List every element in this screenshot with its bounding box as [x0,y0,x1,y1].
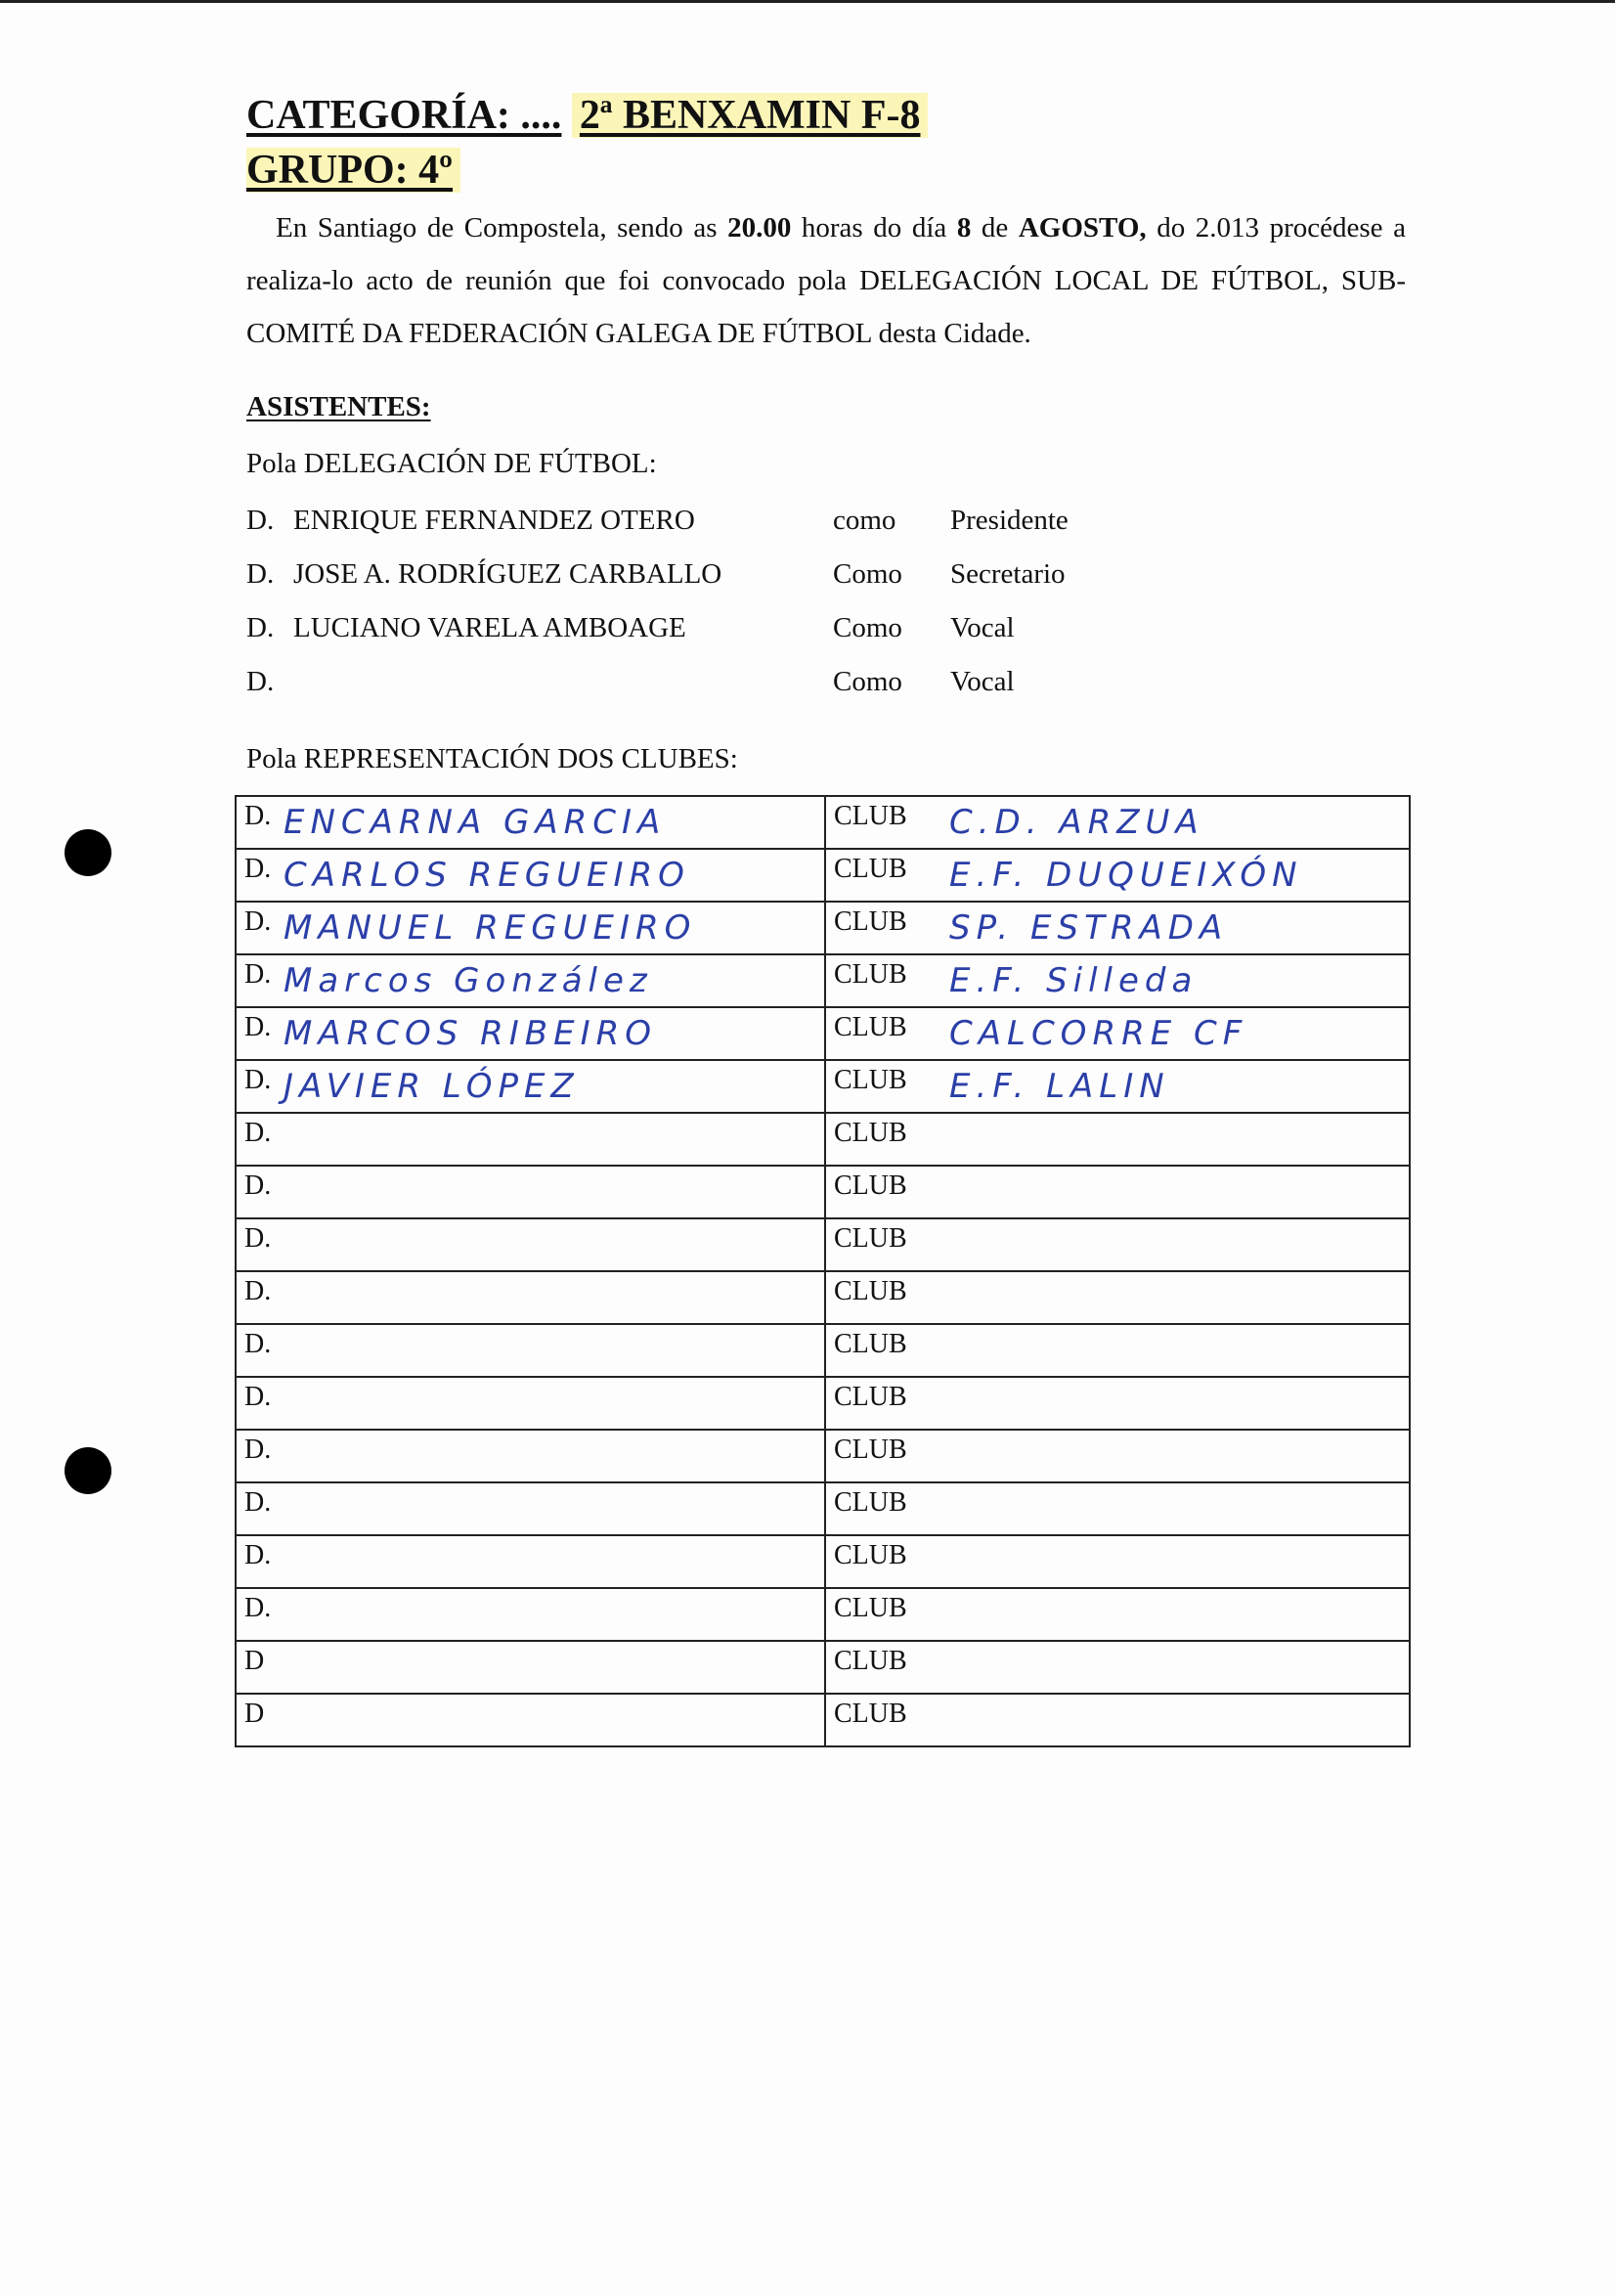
club-name: E.F. LALIN [949,1067,1170,1106]
clubes-label: Pola REPRESENTACIÓN DOS CLUBES: [246,743,738,774]
d-prefix: D. [244,1118,272,1148]
member-como: Como [833,666,902,697]
member-como: Como [833,612,902,643]
member-role: Vocal [950,666,1015,697]
member-role: Secretario [950,558,1066,590]
club-label: CLUB [834,1540,907,1570]
club-label: CLUB [834,1435,907,1465]
member-prefix: D. [246,612,275,643]
d-prefix: D [244,1646,265,1676]
meeting-day: 8 [956,212,972,243]
club-label: CLUB [834,854,907,884]
d-prefix: D. [244,906,272,937]
club-cell [825,1324,1410,1377]
representative-cell [236,1641,825,1694]
club-cell [825,796,1410,849]
representative-cell [236,1060,825,1113]
member-prefix: D. [246,505,275,536]
club-cell [825,1641,1410,1694]
representative-cell [236,1588,825,1641]
d-prefix: D [244,1699,265,1729]
club-label: CLUB [834,1487,907,1518]
member-role: Presidente [950,505,1069,536]
representative-cell [236,1482,825,1535]
representative-cell [236,1694,825,1746]
representative-name: MARCOS RIBEIRO [284,1014,657,1053]
table-row [236,1588,1410,1641]
member-role: Vocal [950,612,1015,643]
grupo-line [246,143,928,198]
representative-name: MANUEL REGUEIRO [284,908,697,948]
club-label: CLUB [834,959,907,990]
club-cell [825,1218,1410,1271]
table-row [236,1060,1410,1113]
club-label: CLUB [834,906,907,937]
table-row [236,1166,1410,1218]
club-name: E.F. Silleda [949,961,1199,1000]
club-name: CALCORRE CF [949,1014,1248,1053]
meeting-time: 20.00 [727,212,792,243]
d-prefix: D. [244,1382,272,1412]
club-cell [825,902,1410,954]
d-prefix: D. [244,1276,272,1306]
club-label: CLUB [834,1646,907,1676]
representative-name: JAVIER LÓPEZ [284,1067,580,1106]
club-cell [825,1007,1410,1060]
table-row [236,1482,1410,1535]
table-row [236,1694,1410,1746]
representative-cell [236,1007,825,1060]
intro-part-2: horas do día [791,212,957,243]
representative-cell [236,1324,825,1377]
d-prefix: D. [244,854,272,884]
member-como: Como [833,558,902,590]
member-name: ENRIQUE FERNANDEZ OTERO [293,505,695,536]
club-cell [825,954,1410,1007]
d-prefix: D. [244,1065,272,1095]
club-cell [825,1166,1410,1218]
club-cell [825,1482,1410,1535]
table-row [236,902,1410,954]
clubs-table [235,795,1411,1747]
table-row [236,1324,1410,1377]
intro-part-4: do 2.013 procédese a realiza-lo acto de reunión que foi convocado pola DELEGACIÓN LOCAL DE FÚTBOL, SUB-COMITÉ DA FEDERACIÓN GALEGA DE FÚTBOL desta Cidade. [246,212,1406,349]
intro-text [246,201,1406,360]
club-label: CLUB [834,1593,907,1623]
club-cell [825,1060,1410,1113]
d-prefix: D. [244,1540,272,1570]
club-name: SP. ESTRADA [949,908,1229,948]
club-label: CLUB [834,1699,907,1729]
table-row [236,1430,1410,1482]
representative-cell [236,902,825,954]
d-prefix: D. [244,801,272,831]
member-name: JOSE A. RODRÍGUEZ CARBALLO [293,558,722,590]
table-row [236,1113,1410,1166]
d-prefix: D. [244,1329,272,1359]
meeting-month: AGOSTO, [1018,212,1147,243]
representative-name: ENCARNA GARCIA [284,803,667,842]
representative-name: CARLOS REGUEIRO [284,856,690,895]
club-label: CLUB [834,1329,907,1359]
member-name: LUCIANO VARELA AMBOAGE [293,612,686,643]
d-prefix: D. [244,1487,272,1518]
punch-hole-top [65,829,111,876]
delegacion-label: Pola DELEGACIÓN DE FÚTBOL: [246,448,657,479]
club-cell [825,1588,1410,1641]
table-row [236,1271,1410,1324]
representative-cell [236,1271,825,1324]
table-row [236,1641,1410,1694]
member-prefix: D. [246,666,275,697]
d-prefix: D. [244,1012,272,1042]
club-cell [825,849,1410,902]
club-label: CLUB [834,1118,907,1148]
representative-cell [236,849,825,902]
club-cell [825,1271,1410,1324]
representative-cell [236,1535,825,1588]
representative-cell [236,1218,825,1271]
table-row [236,1007,1410,1060]
table-row [236,1218,1410,1271]
club-cell [825,1377,1410,1430]
club-name: E.F. DUQUEIXÓN [949,856,1303,895]
representative-cell [236,1113,825,1166]
table-row [236,954,1410,1007]
club-label: CLUB [834,1170,907,1201]
representative-cell [236,954,825,1007]
categoria-value: 2ª BENXAMIN F-8 [572,93,929,138]
club-label: CLUB [834,801,907,831]
asistentes-title: ASISTENTES: [246,391,431,422]
intro-part-1: En Santiago de Compostela, sendo as [276,212,728,243]
club-label: CLUB [834,1382,907,1412]
intro-paragraph [246,201,1406,360]
d-prefix: D. [244,1435,272,1465]
club-cell [825,1113,1410,1166]
intro-part-3: de [971,212,1019,243]
table-row [236,1535,1410,1588]
d-prefix: D. [244,1170,272,1201]
club-cell [825,1430,1410,1482]
club-name: C.D. ARZUA [949,803,1204,842]
club-label: CLUB [834,1223,907,1254]
d-prefix: D. [244,1593,272,1623]
document-header [246,88,928,198]
table-row [236,849,1410,902]
grupo-label: GRUPO: 4º [246,148,460,193]
representative-cell [236,1166,825,1218]
member-como: como [833,505,896,536]
punch-hole-bottom [65,1447,111,1494]
club-cell [825,1694,1410,1746]
table-row [236,796,1410,849]
d-prefix: D. [244,1223,272,1254]
club-label: CLUB [834,1012,907,1042]
representative-cell [236,1377,825,1430]
club-label: CLUB [834,1276,907,1306]
representative-cell [236,796,825,849]
table-row [236,1377,1410,1430]
categoria-label: CATEGORÍA: .... [246,93,562,138]
d-prefix: D. [244,959,272,990]
categoria-line [246,88,928,143]
club-label: CLUB [834,1065,907,1095]
representative-name: Marcos González [284,961,653,1000]
representative-cell [236,1430,825,1482]
member-prefix: D. [246,558,275,590]
club-cell [825,1535,1410,1588]
